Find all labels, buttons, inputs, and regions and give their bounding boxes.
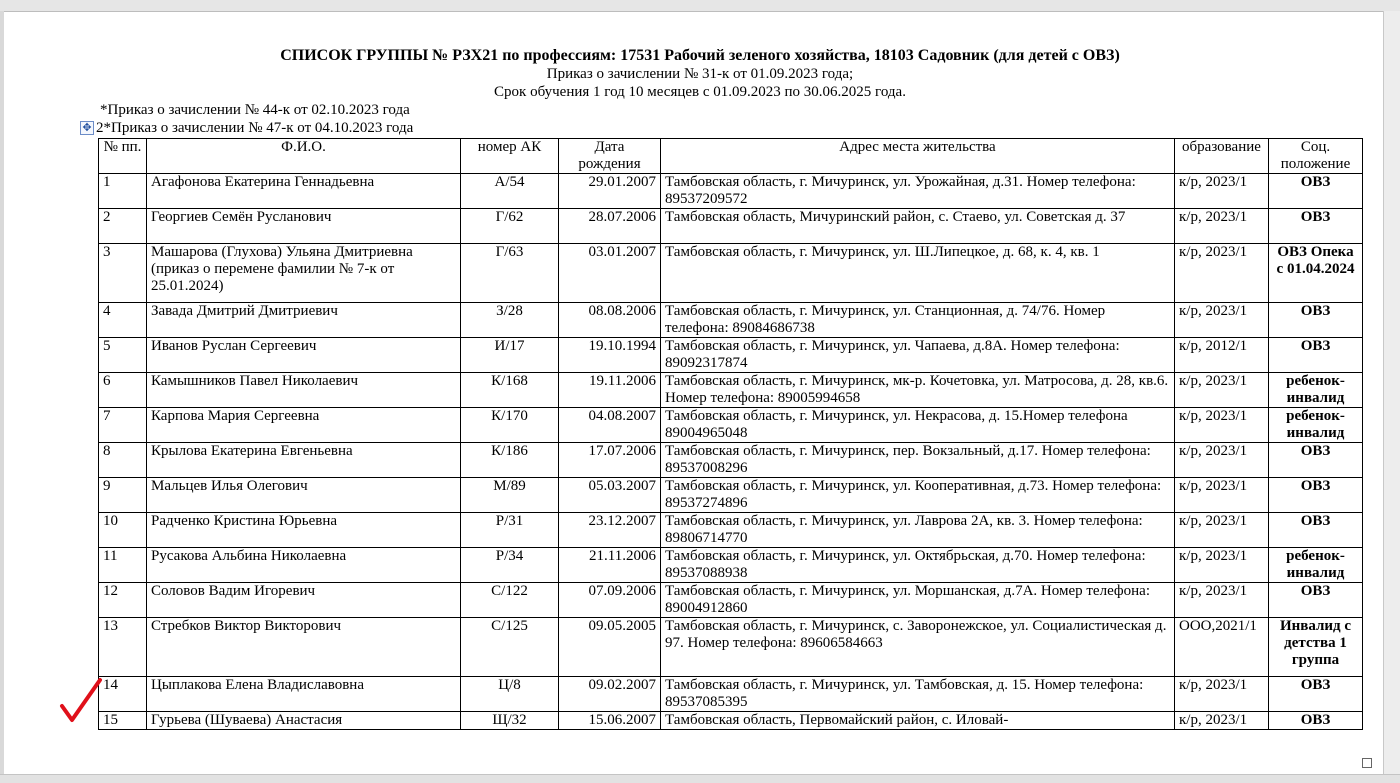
- student-name: Стребков Виктор Викторович: [147, 618, 461, 677]
- row-num: 1: [99, 174, 147, 209]
- education-cell: к/р, 2023/1: [1175, 244, 1269, 303]
- row-num: 5: [99, 338, 147, 373]
- student-name: Агафонова Екатерина Геннадьевна: [147, 174, 461, 209]
- table-row: [99, 548, 1363, 583]
- student-name: Георгиев Семён Русланович: [147, 209, 461, 244]
- student-address: Тамбовская область, г. Мичуринск, ул. Кооперативная, д.73. Номер телефона: 89537274896: [661, 478, 1175, 513]
- table-row: [99, 618, 1363, 677]
- table-move-handle-icon[interactable]: ✥: [80, 121, 94, 135]
- student-address: Тамбовская область, г. Мичуринск, ул. Тамбовская, д. 15. Номер телефона: 89537085395: [661, 677, 1175, 712]
- birth-date: 23.12.2007: [559, 513, 661, 548]
- student-name: Цыплакова Елена Владиславовна: [147, 677, 461, 712]
- student-code: К/170: [461, 408, 559, 443]
- row-num: 13: [99, 618, 147, 677]
- student-code: И/17: [461, 338, 559, 373]
- table-header-row: [99, 139, 1363, 174]
- col-header-code: номер АК: [461, 139, 559, 174]
- birth-date: 04.08.2007: [559, 408, 661, 443]
- student-code: Щ/32: [461, 712, 559, 730]
- student-name: Гурьева (Шуваева) Анастасия: [147, 712, 461, 730]
- student-address: Тамбовская область, г. Мичуринск, ул. Станционная, д. 74/76. Номер телефона: 89084686738: [661, 303, 1175, 338]
- education-cell: к/р, 2023/1: [1175, 478, 1269, 513]
- row-num: 3: [99, 244, 147, 303]
- row-num: 12: [99, 583, 147, 618]
- student-name: Русакова Альбина Николаевна: [147, 548, 461, 583]
- col-header-num: № пп.: [99, 139, 147, 174]
- row-num: 4: [99, 303, 147, 338]
- education-cell: к/р, 2023/1: [1175, 548, 1269, 583]
- table-row: [99, 478, 1363, 513]
- table-row: [99, 209, 1363, 244]
- col-header-address: Адрес места жительства: [661, 139, 1175, 174]
- study-term: Срок обучения 1 год 10 месяцев с 01.09.2023 по 30.06.2025 года.: [494, 84, 906, 100]
- student-name: Машарова (Глухова) Ульяна Дмитриевна (приказ о перемене фамилии № 7-к от 25.01.2024): [147, 244, 461, 303]
- student-code: А/54: [461, 174, 559, 209]
- student-address: Тамбовская область, г. Мичуринск, ул. Лаврова 2А, кв. 3. Номер телефона: 89806714770: [661, 513, 1175, 548]
- row-num: 11: [99, 548, 147, 583]
- table-row: [99, 373, 1363, 408]
- birth-date: 17.07.2006: [559, 443, 661, 478]
- education-cell: к/р, 2012/1: [1175, 338, 1269, 373]
- student-name: Мальцев Илья Олегович: [147, 478, 461, 513]
- birth-date: 28.07.2006: [559, 209, 661, 244]
- student-code: Р/31: [461, 513, 559, 548]
- student-address: Тамбовская область, г. Мичуринск, мк-р. Кочетовка, ул. Матросова, д. 28, кв.6. Номер телефона: 89005994658: [661, 373, 1175, 408]
- education-cell: ООО,2021/1: [1175, 618, 1269, 677]
- social-status: ОВЗ: [1269, 677, 1363, 712]
- social-status: ОВЗ: [1269, 583, 1363, 618]
- education-cell: к/р, 2023/1: [1175, 209, 1269, 244]
- birth-date: 09.05.2005: [559, 618, 661, 677]
- student-name: Крылова Екатерина Евгеньевна: [147, 443, 461, 478]
- student-code: З/28: [461, 303, 559, 338]
- row-num: 6: [99, 373, 147, 408]
- student-code: С/122: [461, 583, 559, 618]
- row-num: 15: [99, 712, 147, 730]
- student-name: Завада Дмитрий Дмитриевич: [147, 303, 461, 338]
- table-row: [99, 677, 1363, 712]
- row-num: 2: [99, 209, 147, 244]
- social-status: ребенок-инвалид: [1269, 548, 1363, 583]
- student-code: Г/62: [461, 209, 559, 244]
- social-status: ОВЗ: [1269, 174, 1363, 209]
- student-name: Радченко Кристина Юрьевна: [147, 513, 461, 548]
- social-status: ОВЗ: [1269, 303, 1363, 338]
- student-name: Камышников Павел Николаевич: [147, 373, 461, 408]
- student-address: Тамбовская область, г. Мичуринск, ул. Ш.Липецкое, д. 68, к. 4, кв. 1: [661, 244, 1175, 303]
- col-header-education: образование: [1175, 139, 1269, 174]
- birth-date: 08.08.2006: [559, 303, 661, 338]
- student-code: Р/34: [461, 548, 559, 583]
- student-address: Тамбовская область, г. Мичуринск, ул. Некрасова, д. 15.Номер телефона 89004965048: [661, 408, 1175, 443]
- birth-date: 21.11.2006: [559, 548, 661, 583]
- education-cell: к/р, 2023/1: [1175, 408, 1269, 443]
- row-num: 9: [99, 478, 147, 513]
- birth-date: 19.10.1994: [559, 338, 661, 373]
- birth-date: 07.09.2006: [559, 583, 661, 618]
- student-code: Ц/8: [461, 677, 559, 712]
- table-row: [99, 583, 1363, 618]
- table-row: [99, 513, 1363, 548]
- social-status: ребенок-инвалид: [1269, 373, 1363, 408]
- education-cell: к/р, 2023/1: [1175, 513, 1269, 548]
- education-cell: к/р, 2023/1: [1175, 583, 1269, 618]
- window-left-edge: [0, 11, 4, 775]
- handwritten-checkmark-icon: [58, 676, 104, 724]
- document-title: СПИСОК ГРУППЫ № РЗХ21 по профессиям: 17531 Рабочий зеленого хозяйства, 18103 Садовник (для детей с ОВЗ): [280, 47, 1120, 64]
- student-address: Тамбовская область, г. Мичуринск, ул. Чапаева, д.8А. Номер телефона: 89092317874: [661, 338, 1175, 373]
- birth-date: 03.01.2007: [559, 244, 661, 303]
- birth-date: 09.02.2007: [559, 677, 661, 712]
- row-num: 8: [99, 443, 147, 478]
- student-address: Тамбовская область, г. Мичуринск, ул. Моршанская, д.7А. Номер телефона: 89004912860: [661, 583, 1175, 618]
- student-code: М/89: [461, 478, 559, 513]
- table-row: [99, 174, 1363, 209]
- student-code: К/168: [461, 373, 559, 408]
- col-header-fio: Ф.И.О.: [147, 139, 461, 174]
- education-cell: к/р, 2023/1: [1175, 712, 1269, 730]
- student-table: [98, 138, 1363, 730]
- order-note-2: 2*Приказ о зачислении № 47-к от 04.10.2023 года: [96, 120, 414, 136]
- social-status: ОВЗ: [1269, 209, 1363, 244]
- table-row: [99, 338, 1363, 373]
- student-address: Тамбовская область, г. Мичуринск, с. Заворонежское, ул. Социалистическая д. 97. Номер телефона: 89606584663: [661, 618, 1175, 677]
- status-bar: [0, 774, 1400, 783]
- resize-handle-icon[interactable]: [1362, 758, 1372, 768]
- table-row: [99, 244, 1363, 303]
- student-code: Г/63: [461, 244, 559, 303]
- birth-date: 19.11.2006: [559, 373, 661, 408]
- student-address: Тамбовская область, Мичуринский район, с. Стаево, ул. Советская д. 37: [661, 209, 1175, 244]
- social-status: ОВЗ Опека с 01.04.2024: [1269, 244, 1363, 303]
- table-row: [99, 408, 1363, 443]
- education-cell: к/р, 2023/1: [1175, 443, 1269, 478]
- birth-date: 15.06.2007: [559, 712, 661, 730]
- social-status: ОВЗ: [1269, 712, 1363, 730]
- social-status: ОВЗ: [1269, 338, 1363, 373]
- enrollment-order: Приказ о зачислении № 31-к от 01.09.2023 года;: [546, 66, 854, 82]
- education-cell: к/р, 2023/1: [1175, 174, 1269, 209]
- col-header-social: Соц. положение: [1269, 139, 1363, 174]
- student-address: Тамбовская область, Первомайский район, с. Иловай-: [661, 712, 1175, 730]
- student-name: Иванов Руслан Сергеевич: [147, 338, 461, 373]
- student-address: Тамбовская область, г. Мичуринск, пер. Вокзальный, д.17. Номер телефона: 89537008296: [661, 443, 1175, 478]
- table-body: [99, 174, 1363, 730]
- social-status: ОВЗ: [1269, 443, 1363, 478]
- table-row: [99, 303, 1363, 338]
- vertical-scrollbar[interactable]: [1383, 11, 1400, 775]
- row-num: 14: [99, 677, 147, 712]
- social-status: ОВЗ: [1269, 513, 1363, 548]
- student-name: Карпова Мария Сергеевна: [147, 408, 461, 443]
- window-top-edge: [0, 0, 1400, 12]
- social-status: ОВЗ: [1269, 478, 1363, 513]
- student-address: Тамбовская область, г. Мичуринск, ул. Урожайная, д.31. Номер телефона: 89537209572: [661, 174, 1175, 209]
- col-header-dob: Дата рождения: [559, 139, 661, 174]
- social-status: ребенок-инвалид: [1269, 408, 1363, 443]
- order-note-1: *Приказ о зачислении № 44-к от 02.10.2023 года: [100, 102, 410, 118]
- row-num: 7: [99, 408, 147, 443]
- table-row: [99, 712, 1363, 730]
- table-row: [99, 443, 1363, 478]
- education-cell: к/р, 2023/1: [1175, 677, 1269, 712]
- student-address: Тамбовская область, г. Мичуринск, ул. Октябрьская, д.70. Номер телефона: 89537088938: [661, 548, 1175, 583]
- row-num: 10: [99, 513, 147, 548]
- student-code: К/186: [461, 443, 559, 478]
- social-status: Инвалид с детства 1 группа: [1269, 618, 1363, 677]
- student-code: С/125: [461, 618, 559, 677]
- student-name: Соловов Вадим Игоревич: [147, 583, 461, 618]
- birth-date: 29.01.2007: [559, 174, 661, 209]
- education-cell: к/р, 2023/1: [1175, 373, 1269, 408]
- birth-date: 05.03.2007: [559, 478, 661, 513]
- education-cell: к/р, 2023/1: [1175, 303, 1269, 338]
